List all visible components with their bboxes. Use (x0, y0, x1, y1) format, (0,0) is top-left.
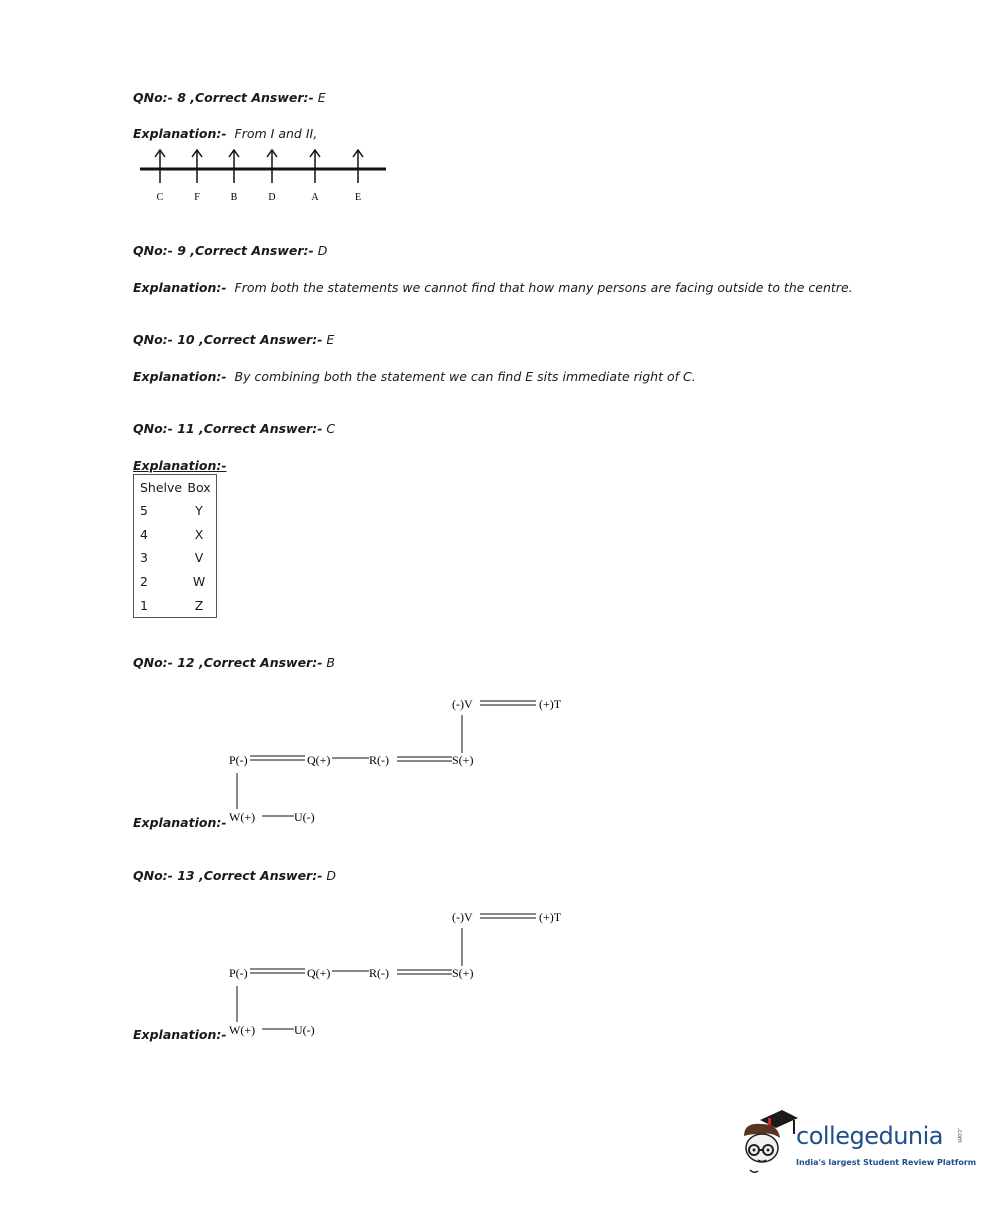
arrow-label: A (311, 192, 319, 203)
table-row (134, 593, 216, 617)
header-shelve: Shelve (140, 479, 183, 495)
node-u: U(-) (294, 1023, 315, 1037)
table-row (134, 570, 216, 594)
shelf-box-table (133, 474, 217, 618)
question-8-header: QNo:- 8 ,Correct Answer:- E (133, 90, 326, 105)
arrow-line-diagram (130, 145, 400, 207)
node-v: (-)V (452, 697, 473, 711)
table-row (134, 499, 216, 523)
logo-com: .com (956, 1128, 963, 1143)
table-row (134, 523, 216, 547)
node-p: P(-) (229, 966, 248, 980)
question-12-header: QNo:- 12 ,Correct Answer:- B (133, 655, 335, 670)
question-11-header: QNo:- 11 ,Correct Answer:- C (133, 421, 336, 436)
node-w: W(+) (229, 1023, 256, 1037)
student-mascot-icon (738, 1108, 798, 1174)
node-r: R(-) (369, 753, 389, 767)
box-cell: V (194, 550, 204, 566)
logo-wordmark: collegedunia (796, 1122, 944, 1150)
box-cell: X (194, 526, 204, 542)
node-q: Q(+) (307, 966, 331, 980)
node-t: (+)T (539, 910, 562, 924)
explanation-11: Explanation:- (133, 458, 227, 473)
logo-tagline: India's largest Student Review Platform (796, 1158, 977, 1167)
table-row (134, 546, 216, 570)
family-tree-12 (0, 685, 620, 835)
node-w: W(+) (229, 810, 256, 824)
box-cell: W (192, 574, 206, 590)
table-header (134, 475, 216, 499)
question-10-header: QNo:- 10 ,Correct Answer:- E (133, 332, 335, 347)
arrow-person-d (267, 150, 277, 203)
node-q: Q(+) (307, 753, 331, 767)
shelve-cell: 2 (140, 574, 148, 590)
explanation-13: Explanation:- (133, 1027, 227, 1042)
shelve-cell: 5 (140, 503, 148, 519)
node-u: U(-) (294, 810, 315, 824)
node-r: R(-) (369, 966, 389, 980)
arrow-label: B (230, 192, 238, 203)
arrow-person-c (155, 150, 165, 203)
node-p: P(-) (229, 753, 248, 767)
arrow-label: E (354, 192, 362, 203)
box-cell: Y (195, 503, 203, 519)
question-13-header: QNo:- 13 ,Correct Answer:- D (133, 868, 337, 883)
arrow-person-a (310, 150, 320, 203)
arrow-label: D (268, 192, 276, 203)
box-cell: Z (194, 597, 204, 613)
node-s: S(+) (452, 966, 474, 980)
shelve-cell: 3 (140, 550, 148, 566)
header-box: Box (187, 479, 211, 495)
node-v: (-)V (452, 910, 473, 924)
shelve-cell: 4 (140, 526, 148, 542)
explanation-8: Explanation:- From I and II, (133, 126, 318, 141)
node-t: (+)T (539, 697, 562, 711)
question-9-header: QNo:- 9 ,Correct Answer:- D (133, 243, 328, 258)
arrow-person-b (229, 150, 239, 203)
explanation-9: Explanation:- From both the statements we cannot find that how many persons are facing outside to the centre. (133, 280, 853, 295)
family-tree-13 (0, 898, 620, 1048)
arrow-person-f (192, 150, 202, 203)
arrow-person-e (353, 150, 363, 203)
node-s: S(+) (452, 753, 474, 767)
collegedunia-logo (738, 1108, 977, 1178)
explanation-10: Explanation:- By combining both the statement we can find E sits immediate right of C. (133, 369, 696, 384)
arrow-label: C (156, 192, 164, 203)
explanation-12: Explanation:- (133, 815, 227, 830)
shelve-cell: 1 (140, 597, 148, 613)
arrow-label: F (194, 192, 200, 203)
